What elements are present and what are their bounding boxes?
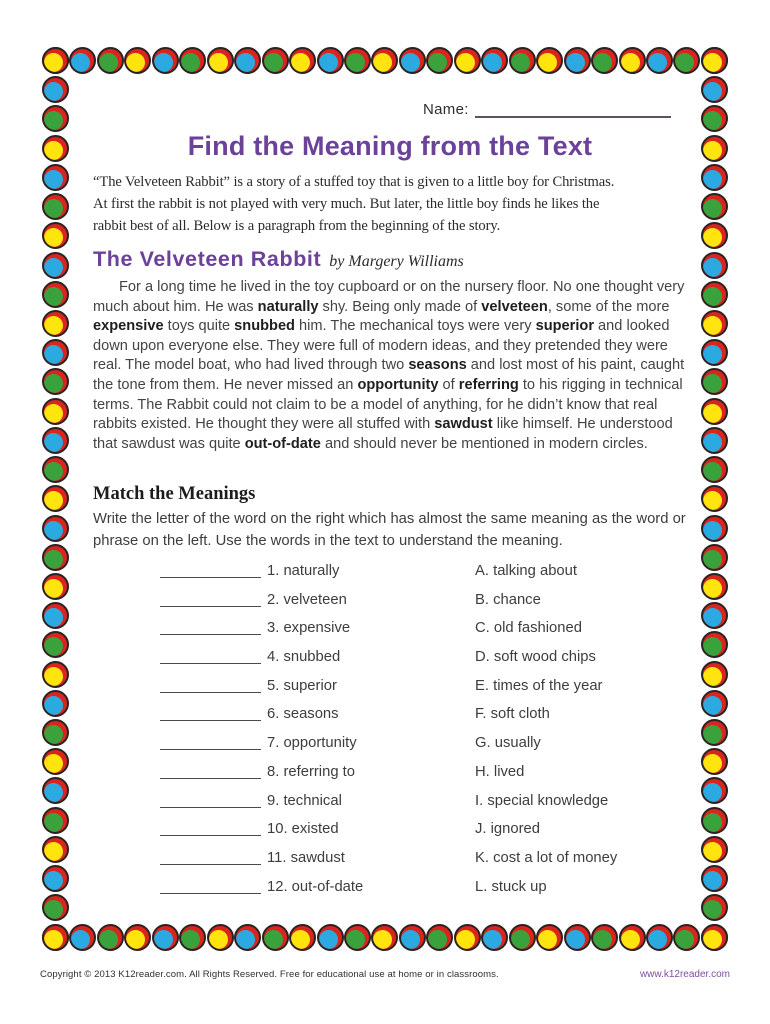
border-circle-blue xyxy=(42,602,69,629)
border-circle-green xyxy=(701,368,728,395)
border-circle-green xyxy=(42,281,69,308)
border-circle-blue xyxy=(701,339,728,366)
border-circle-green xyxy=(42,719,69,746)
border-circle-green xyxy=(591,924,618,951)
border-circle-yellow xyxy=(207,47,234,74)
border-circle-yellow xyxy=(701,310,728,337)
border-circle-blue xyxy=(42,427,69,454)
story-text: like himself. He understood that sawdust was quite xyxy=(93,416,673,452)
match-row xyxy=(93,590,687,619)
border-circle-blue xyxy=(42,777,69,804)
border-circle-green xyxy=(97,47,124,74)
border-circle-blue xyxy=(42,515,69,542)
border-circle-yellow xyxy=(701,924,728,951)
story-heading-row xyxy=(93,247,464,272)
border-circle-green xyxy=(42,894,69,921)
border-circle-yellow xyxy=(454,924,481,951)
border-circle-yellow xyxy=(42,748,69,775)
border-circle-blue xyxy=(701,76,728,103)
match-row xyxy=(93,704,687,733)
match-meaning: I. special knowledge xyxy=(475,792,609,809)
answer-blank[interactable] xyxy=(160,794,261,808)
match-meaning: J. ignored xyxy=(475,821,540,838)
border-circle-green xyxy=(509,47,536,74)
match-meaning: D. soft wood chips xyxy=(475,649,596,666)
match-word: 10. existed xyxy=(267,821,339,838)
match-row xyxy=(93,733,687,762)
border-circle-yellow xyxy=(371,924,398,951)
border-circle-blue xyxy=(701,602,728,629)
border-circle-yellow xyxy=(42,135,69,162)
border-circle-yellow xyxy=(701,748,728,775)
match-word: 1. naturally xyxy=(267,563,340,579)
match-word: 2. velveteen xyxy=(267,591,347,608)
vocabulary-word: sawdust xyxy=(434,416,493,433)
story-text: to his rigging in technical terms. The Rabbit could not claim to be a model of anything, for he didn’t know that real rabbits existed. He thought they were all stuffed with xyxy=(93,376,683,433)
border-circle-green xyxy=(344,924,371,951)
answer-blank[interactable] xyxy=(160,880,261,894)
answer-blank[interactable] xyxy=(160,736,261,750)
vocabulary-word: referring xyxy=(458,376,519,393)
border-circle-yellow xyxy=(701,47,728,74)
answer-blank[interactable] xyxy=(160,621,261,635)
border-circle-yellow xyxy=(289,924,316,951)
match-row xyxy=(93,877,687,906)
story-text: , some of the more xyxy=(547,298,670,315)
border-circle-green xyxy=(42,105,69,132)
name-row xyxy=(423,101,671,118)
story-text: toys quite xyxy=(163,318,235,335)
match-word: 12. out-of-date xyxy=(267,878,364,895)
border-circle-blue xyxy=(399,47,426,74)
vocabulary-word: velveteen xyxy=(481,298,548,315)
border-circle-green xyxy=(673,47,700,74)
match-meaning: G. usually xyxy=(475,735,541,752)
border-left-column xyxy=(42,47,69,951)
border-circle-yellow xyxy=(42,47,69,74)
answer-blank[interactable] xyxy=(160,679,261,693)
match-word: 6. seasons xyxy=(267,706,339,723)
match-list xyxy=(93,561,687,905)
page-title: Find the Meaning from the Text xyxy=(187,131,593,161)
border-circle-blue xyxy=(42,865,69,892)
border-circle-blue xyxy=(701,515,728,542)
story-text: him. The mechanical toys were very xyxy=(294,318,536,335)
border-circle-green xyxy=(262,924,289,951)
border-circle-yellow xyxy=(42,485,69,512)
match-word: 7. opportunity xyxy=(267,735,357,752)
border-circle-green xyxy=(673,924,700,951)
match-row xyxy=(93,618,687,647)
border-circle-green xyxy=(701,807,728,834)
border-circle-yellow xyxy=(42,924,69,951)
border-circle-yellow xyxy=(701,661,728,688)
border-circle-green xyxy=(701,544,728,571)
border-circle-blue xyxy=(317,47,344,74)
border-circle-blue xyxy=(69,47,96,74)
border-circle-green xyxy=(262,47,289,74)
match-row xyxy=(93,676,687,705)
border-circle-blue xyxy=(399,924,426,951)
border-circle-yellow xyxy=(42,573,69,600)
intro-line: rabbit best of all. Below is a paragraph from the beginning of the story. xyxy=(93,217,501,234)
vocabulary-word: expensive xyxy=(93,318,164,335)
match-row xyxy=(93,819,687,848)
match-row xyxy=(93,791,687,820)
border-circle-green xyxy=(97,924,124,951)
border-circle-blue xyxy=(564,47,591,74)
border-circle-blue xyxy=(564,924,591,951)
answer-blank[interactable] xyxy=(160,650,261,664)
border-circle-blue xyxy=(234,924,261,951)
footer-site-link[interactable]: www.k12reader.com xyxy=(639,969,730,980)
answer-blank[interactable] xyxy=(160,851,261,865)
border-circle-blue xyxy=(42,690,69,717)
border-circle-green xyxy=(179,924,206,951)
border-circle-blue xyxy=(481,47,508,74)
border-circle-green xyxy=(179,47,206,74)
match-meaning: A. talking about xyxy=(475,563,578,579)
border-circle-green xyxy=(426,47,453,74)
border-circle-yellow xyxy=(124,47,151,74)
border-circle-green xyxy=(426,924,453,951)
border-circle-green xyxy=(42,193,69,220)
match-word: 3. expensive xyxy=(267,620,351,637)
border-circle-blue xyxy=(42,164,69,191)
match-heading: Match the Meanings xyxy=(93,484,256,504)
border-circle-blue xyxy=(234,47,261,74)
border-circle-blue xyxy=(481,924,508,951)
answer-blank[interactable] xyxy=(160,765,261,779)
border-circle-yellow xyxy=(701,398,728,425)
border-circle-yellow xyxy=(619,47,646,74)
border-circle-yellow xyxy=(207,924,234,951)
footer-copyright: Copyright © 2013 K12reader.com. All Rights Reserved. Free for educational use at home or in classrooms. xyxy=(40,969,499,980)
border-circle-blue xyxy=(317,924,344,951)
border-circle-green xyxy=(344,47,371,74)
border-circle-blue xyxy=(69,924,96,951)
border-circle-green xyxy=(42,456,69,483)
border-circle-green xyxy=(42,631,69,658)
match-word: 8. referring to xyxy=(267,763,356,780)
intro-paragraph xyxy=(93,172,693,237)
match-meaning: L. stuck up xyxy=(475,878,547,895)
story-text: of xyxy=(438,376,459,393)
border-circle-yellow xyxy=(42,398,69,425)
match-row xyxy=(93,848,687,877)
border-circle-yellow xyxy=(536,47,563,74)
border-circle-blue xyxy=(42,76,69,103)
border-circle-green xyxy=(701,631,728,658)
match-word: 5. superior xyxy=(267,677,337,694)
border-circle-blue xyxy=(646,924,673,951)
border-circle-yellow xyxy=(371,47,398,74)
intro-line: “The Velveteen Rabbit” is a story of a stuffed toy that is given to a little boy for Christmas. xyxy=(93,174,615,190)
border-circle-blue xyxy=(152,47,179,74)
border-circle-yellow xyxy=(42,310,69,337)
story-text: shy. Being only made of xyxy=(318,298,482,315)
border-circle-green xyxy=(701,894,728,921)
match-meaning: E. times of the year xyxy=(475,677,603,694)
border-circle-blue xyxy=(701,427,728,454)
border-circle-yellow xyxy=(289,47,316,74)
border-circle-yellow xyxy=(701,222,728,249)
border-circle-yellow xyxy=(701,573,728,600)
border-circle-yellow xyxy=(124,924,151,951)
match-word: 11. sawdust xyxy=(267,849,345,866)
vocabulary-word: superior xyxy=(535,318,594,335)
border-circle-blue xyxy=(646,47,673,74)
answer-blank[interactable] xyxy=(160,822,261,836)
name-blank-line[interactable] xyxy=(475,103,671,118)
border-circle-yellow xyxy=(454,47,481,74)
name-label: Name: xyxy=(423,101,469,118)
border-circle-green xyxy=(701,193,728,220)
border-circle-yellow xyxy=(619,924,646,951)
border-circle-yellow xyxy=(701,485,728,512)
vocabulary-word: opportunity xyxy=(357,376,439,393)
vocabulary-word: naturally xyxy=(257,298,319,315)
match-meaning: C. old fashioned xyxy=(475,620,582,637)
border-circle-blue xyxy=(701,865,728,892)
answer-blank[interactable] xyxy=(160,593,261,607)
match-word: 9. technical xyxy=(267,792,342,809)
story-byline: by Margery Williams xyxy=(329,253,464,270)
match-row xyxy=(93,762,687,791)
vocabulary-word: seasons xyxy=(408,357,467,374)
story-paragraph xyxy=(93,278,687,454)
match-row xyxy=(93,561,687,590)
border-circle-green xyxy=(42,368,69,395)
story-text: For a long time he lived in the toy cupboard or on the nursery floor. No one thought very much about him. He was xyxy=(93,279,685,315)
story-text: and lost most of his paint, caught the tone from them. He never missed an xyxy=(93,357,685,393)
border-bottom-row xyxy=(42,924,728,951)
border-circle-yellow xyxy=(42,661,69,688)
border-circle-green xyxy=(591,47,618,74)
border-circle-blue xyxy=(42,339,69,366)
answer-blank[interactable] xyxy=(160,564,261,578)
border-circle-blue xyxy=(701,252,728,279)
story-text: and looked down upon everyone else. They were full of modern ideas, and they pretended they were real. The model boat, who had lived through two xyxy=(93,318,670,374)
intro-line: At first the rabbit is not played with very much. But later, the little boy finds he likes the xyxy=(93,195,600,212)
match-meaning: K. cost a lot of money xyxy=(475,849,618,866)
vocabulary-word: snubbed xyxy=(234,318,295,335)
match-meaning: F. soft cloth xyxy=(475,706,550,723)
vocabulary-word: out-of-date xyxy=(244,435,321,452)
border-circle-green xyxy=(42,544,69,571)
border-circle-yellow xyxy=(42,222,69,249)
story-text: and should never be mentioned in modern circles. xyxy=(320,435,648,452)
border-circle-green xyxy=(701,281,728,308)
border-right-column xyxy=(701,47,728,951)
border-top-row xyxy=(42,47,728,74)
answer-blank[interactable] xyxy=(160,707,261,721)
border-circle-green xyxy=(509,924,536,951)
border-circle-green xyxy=(42,807,69,834)
border-circle-blue xyxy=(152,924,179,951)
match-meaning: B. chance xyxy=(475,591,541,608)
match-word: 4. snubbed xyxy=(267,649,341,666)
border-circle-blue xyxy=(701,164,728,191)
border-circle-green xyxy=(701,456,728,483)
border-circle-green xyxy=(701,719,728,746)
border-circle-yellow xyxy=(701,135,728,162)
border-circle-yellow xyxy=(701,836,728,863)
border-circle-green xyxy=(701,105,728,132)
match-instructions: Write the letter of the word on the right which has almost the same meaning as the word or phrase on the left. Use the words in the text to understand the meaning. xyxy=(93,511,686,549)
border-circle-blue xyxy=(701,690,728,717)
border-circle-yellow xyxy=(42,836,69,863)
match-meaning: H. lived xyxy=(475,763,525,780)
match-row xyxy=(93,647,687,676)
story-title: The Velveteen Rabbit xyxy=(93,247,322,271)
border-circle-blue xyxy=(701,777,728,804)
border-circle-blue xyxy=(42,252,69,279)
border-circle-yellow xyxy=(536,924,563,951)
